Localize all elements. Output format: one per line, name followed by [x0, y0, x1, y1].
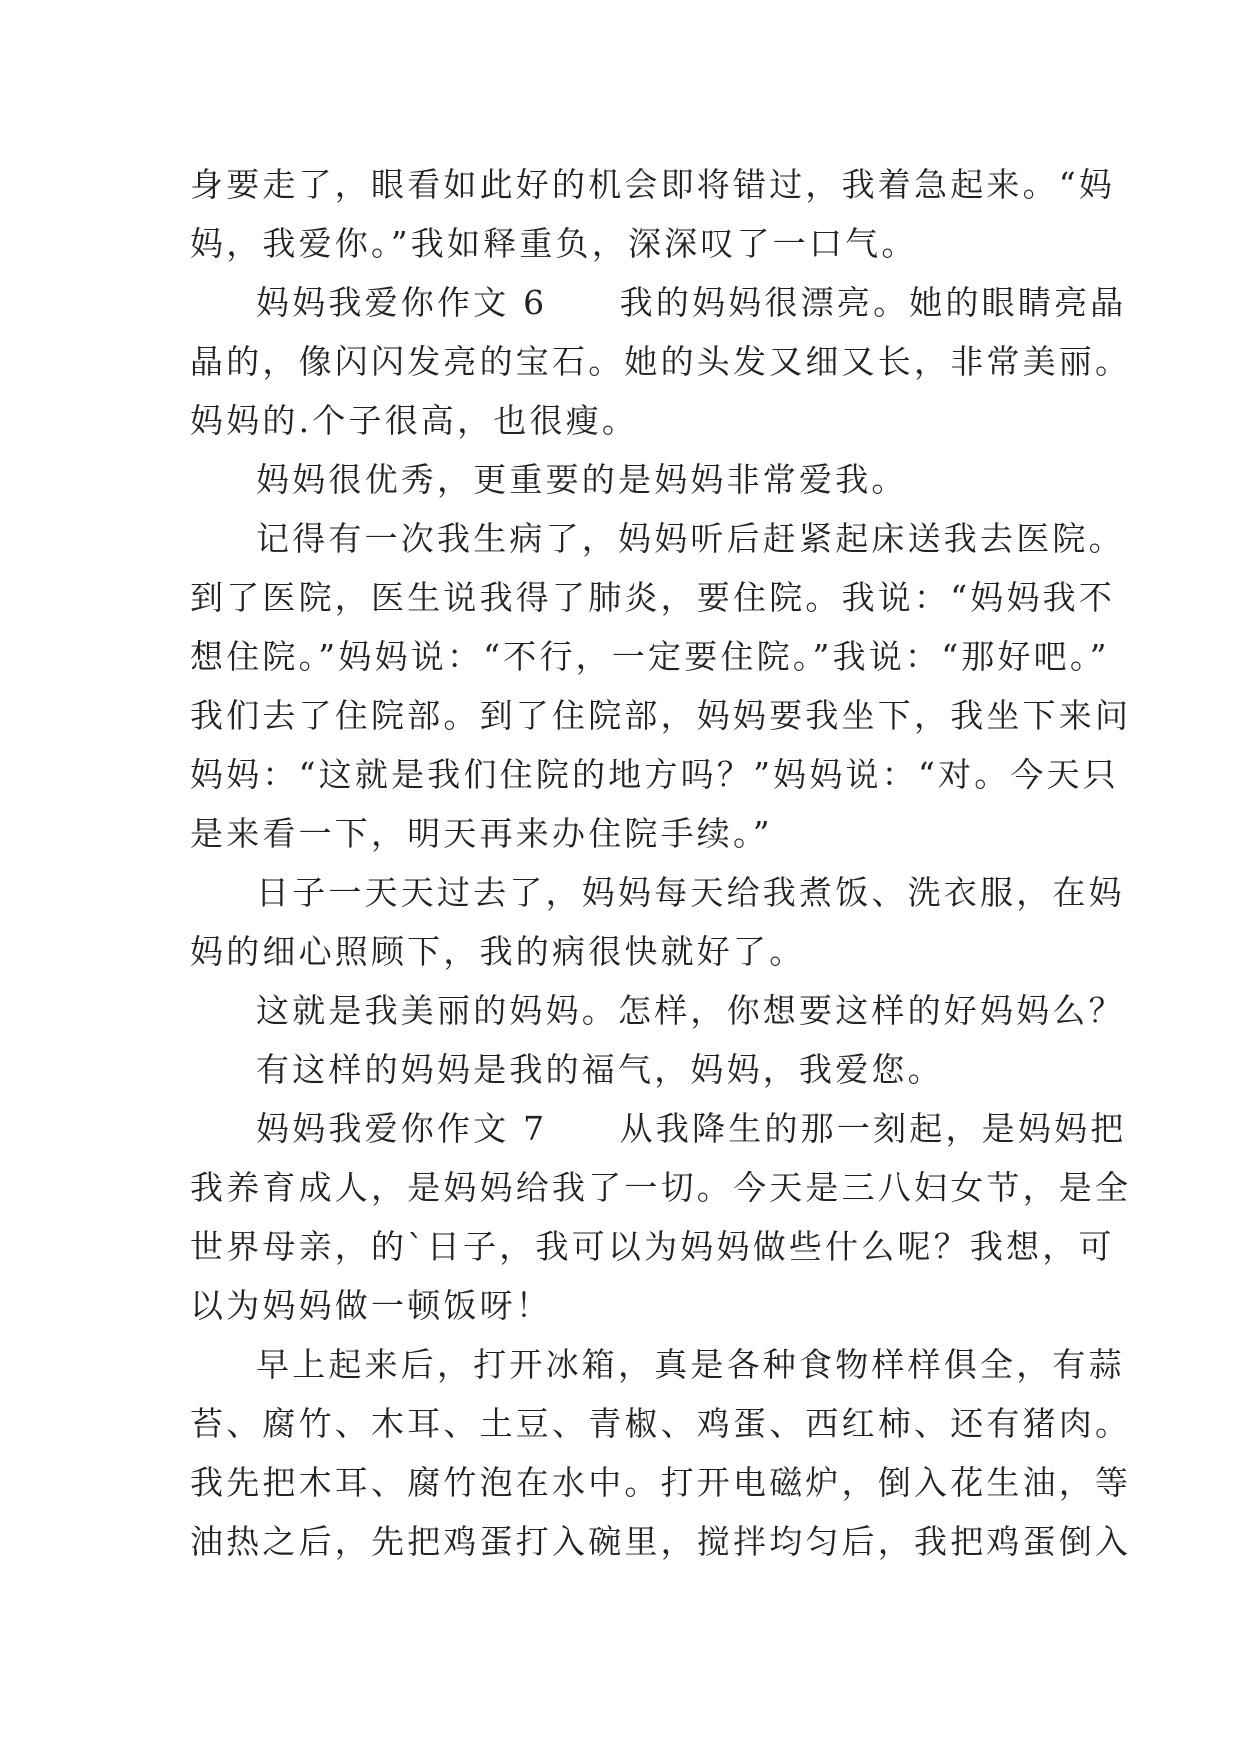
text-line: 油热之后，先把鸡蛋打入碗里，搅拌均匀后，我把鸡蛋倒入	[190, 1522, 1132, 1561]
text-line: 苔、腐竹、木耳、土豆、青椒、鸡蛋、西红柿、还有猪肉。	[190, 1404, 1132, 1443]
text-line: 到了医院，医生说我得了肺炎，要住院。我说：“妈妈我不	[190, 578, 1116, 617]
paragraph-start-line: 妈妈很优秀，更重要的是妈妈非常爱我。	[256, 460, 908, 499]
text-line: 我先把木耳、腐竹泡在水中。打开电磁炉，倒入花生油，等	[190, 1463, 1132, 1502]
text-line: 想住院。”妈妈说：“不行，一定要住院。”我说：“那好吧。”	[190, 637, 1110, 676]
body-text	[190, 155, 1132, 1571]
text-line: 妈，我爱你。”我如释重负，深深叹了一口气。	[190, 224, 918, 263]
text-line: 妈妈的.个子很高，也很瘦。	[190, 401, 639, 440]
essay-heading-line: 妈妈我爱你作文 6 我的妈妈很漂亮。她的眼睛亮晶	[256, 283, 1127, 322]
essay-heading-line: 妈妈我爱你作文 7 从我降生的那一刻起，是妈妈把	[256, 1109, 1127, 1148]
text-line: 晶的，像闪闪发亮的宝石。她的头发又细又长，非常美丽。	[190, 342, 1132, 381]
paragraph-start-line: 日子一天天过去了，妈妈每天给我煮饭、洗衣服，在妈	[256, 873, 1125, 912]
text-line: 妈妈：“这就是我们住院的地方吗？”妈妈说：“对。今天只	[190, 755, 1120, 794]
text-line: 以为妈妈做一顿饭呀！	[190, 1286, 552, 1325]
paragraph-start-line: 这就是我美丽的妈妈。怎样，你想要这样的好妈妈么？	[256, 991, 1125, 1030]
paragraph-start-line: 记得有一次我生病了，妈妈听后赶紧起床送我去医院。	[256, 519, 1125, 558]
text-line: 我们去了住院部。到了住院部，妈妈要我坐下，我坐下来问	[190, 696, 1132, 735]
text-line: 身要走了，眼看如此好的机会即将错过，我着急起来。“妈	[190, 165, 1116, 204]
text-line: 妈的细心照顾下，我的病很快就好了。	[190, 932, 806, 971]
text-line: 世界母亲，的`日子，我可以为妈妈做些什么呢？我想，可	[190, 1227, 1115, 1266]
text-line: 我养育成人，是妈妈给我了一切。今天是三八妇女节，是全	[190, 1168, 1132, 1207]
paragraph-start-line: 早上起来后，打开冰箱，真是各种食物样样俱全，有蒜	[256, 1345, 1125, 1384]
text-line: 是来看一下，明天再来办住院手续。”	[190, 814, 773, 853]
paragraph-start-line: 有这样的妈妈是我的福气，妈妈，我爱您。	[256, 1050, 944, 1089]
